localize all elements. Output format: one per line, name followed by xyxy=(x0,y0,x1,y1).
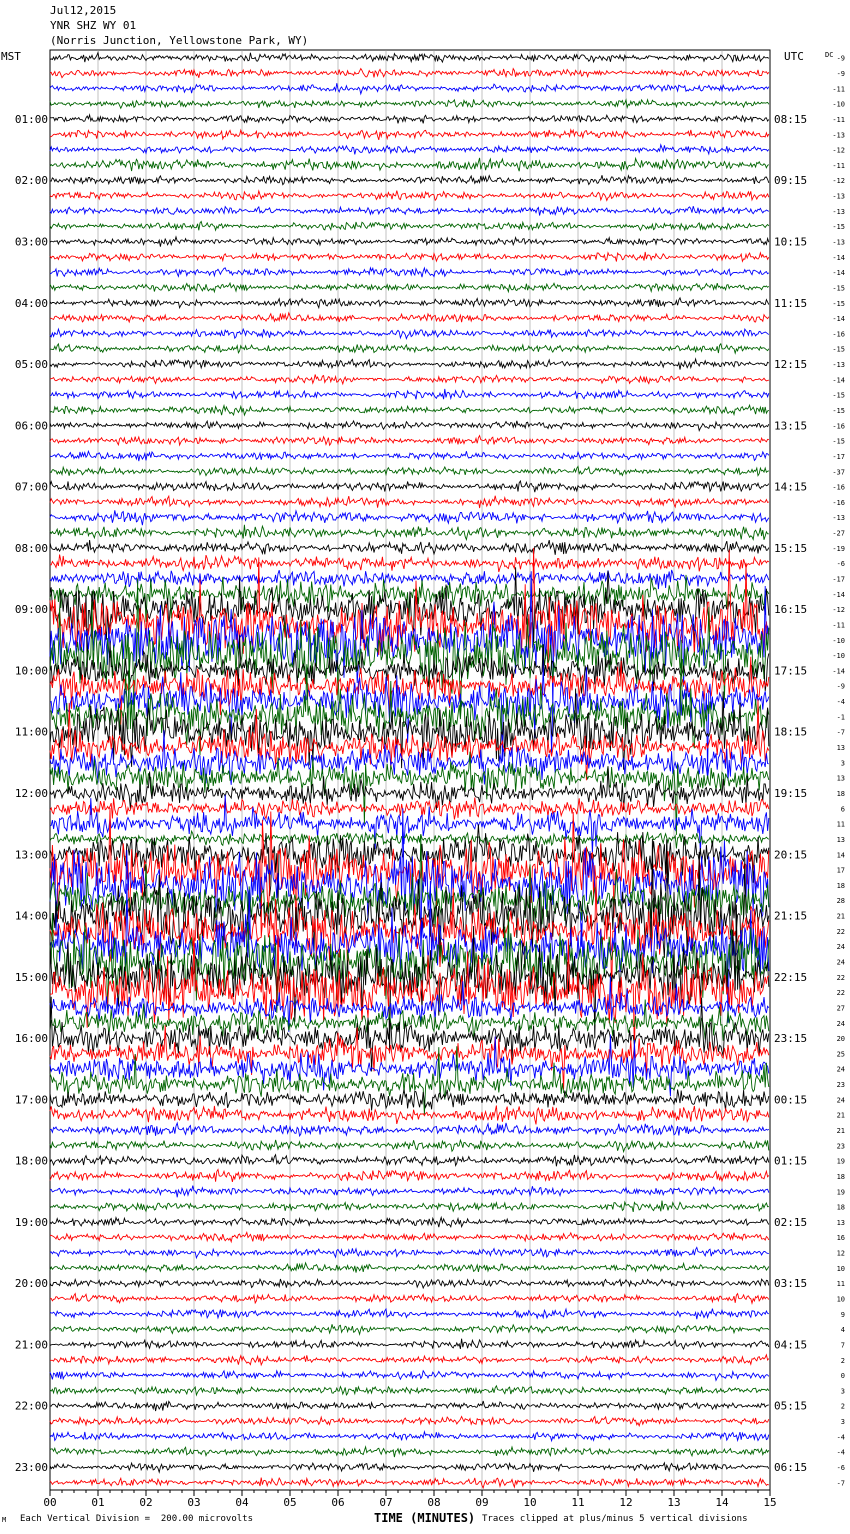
dc-offset-label: -10 xyxy=(832,652,845,661)
utc-hour-label: 04:15 xyxy=(774,1338,808,1352)
seismic-trace xyxy=(50,69,769,78)
x-tick-label: 13 xyxy=(667,1496,681,1509)
dc-offset-label: 13 xyxy=(836,744,845,752)
dc-offset-label: 13 xyxy=(836,1218,845,1227)
dc-offset-label: 11 xyxy=(836,1280,845,1289)
seismic-trace xyxy=(50,1000,769,1041)
dc-offset-label: -27 xyxy=(832,529,845,538)
mst-hour-label: 15:00 xyxy=(14,970,48,984)
dc-offset-label: -4 xyxy=(836,698,845,707)
mst-hour-label: 08:00 xyxy=(14,541,48,555)
utc-hour-label: 20:15 xyxy=(774,848,808,862)
dc-offset-label: -14 xyxy=(832,376,845,385)
seismic-trace xyxy=(50,283,769,292)
dc-offset-label: 4 xyxy=(840,1326,845,1335)
division-note: Each Vertical Division = 200.00 microvolts xyxy=(20,1514,253,1524)
dc-offset-label: -15 xyxy=(832,299,845,308)
dc-offset-label: -4 xyxy=(836,1433,845,1442)
utc-hour-label: 23:15 xyxy=(774,1032,808,1046)
dc-offset-label: 28 xyxy=(836,897,845,906)
dc-offset-label: -11 xyxy=(832,621,845,630)
dc-offset-label: -14 xyxy=(832,590,845,599)
mst-hour-label: 10:00 xyxy=(14,664,48,678)
seismic-trace xyxy=(50,1247,769,1257)
seismic-trace xyxy=(50,268,769,277)
seismic-trace xyxy=(50,1263,769,1273)
dc-offset-label: 3 xyxy=(840,1418,845,1427)
dc-offset-label: -7 xyxy=(836,728,845,737)
x-tick-label: 08 xyxy=(427,1496,441,1509)
seismic-trace xyxy=(50,191,769,201)
utc-hour-label: 02:15 xyxy=(774,1215,808,1229)
seismic-trace xyxy=(50,83,769,94)
x-tick-label: 07 xyxy=(379,1496,393,1509)
utc-hour-label: 14:15 xyxy=(774,480,808,494)
dc-offset-label: 7 xyxy=(840,1341,845,1350)
seismic-trace xyxy=(50,1123,769,1136)
dc-offset-label: -13 xyxy=(832,361,845,369)
dc-offset-label: -15 xyxy=(832,223,845,232)
dc-offset-label: -6 xyxy=(836,560,845,569)
seismic-trace xyxy=(50,1186,769,1198)
dc-offset-label: -17 xyxy=(832,575,845,584)
dc-offset-label: 12 xyxy=(836,1249,845,1258)
x-tick-label: 04 xyxy=(235,1496,249,1509)
dc-offset-label: 24 xyxy=(836,1019,845,1028)
mst-hour-label: 07:00 xyxy=(14,480,48,494)
x-tick-label: 06 xyxy=(331,1496,345,1509)
dc-offset-label: -6 xyxy=(836,1464,845,1472)
seismic-trace xyxy=(50,237,769,247)
seismic-trace xyxy=(50,436,769,446)
mst-hour-label: 05:00 xyxy=(14,358,48,371)
dc-offset-label: 23 xyxy=(836,1081,845,1089)
seismic-trace xyxy=(50,540,769,555)
x-tick-label: 02 xyxy=(139,1496,153,1509)
seismic-trace xyxy=(50,1386,769,1395)
clip-note: Traces clipped at plus/minus 5 vertical divisions xyxy=(482,1514,748,1524)
minute-grid xyxy=(98,50,722,1490)
utc-hour-label: 13:15 xyxy=(774,419,808,433)
dc-offset-label: -12 xyxy=(832,606,845,615)
seismic-trace xyxy=(50,929,769,1053)
dc-offset-label: 3 xyxy=(840,1387,845,1396)
dc-offset-label: -14 xyxy=(832,667,845,676)
utc-hour-label: 03:15 xyxy=(774,1277,808,1291)
dc-offset-label: -7 xyxy=(836,1479,845,1488)
utc-hour-label: 16:15 xyxy=(774,603,808,617)
dc-offset-label: -10 xyxy=(832,100,845,109)
seismic-trace xyxy=(50,389,769,399)
seismic-trace xyxy=(50,375,769,384)
dc-offset-label: 18 xyxy=(836,790,845,798)
dc-offset-label: 21 xyxy=(836,1127,845,1135)
seismic-trace xyxy=(50,1371,769,1381)
dc-offset-label: 2 xyxy=(840,1356,845,1365)
mst-hour-label: 20:00 xyxy=(14,1277,48,1291)
x-tick-label: 15 xyxy=(763,1496,777,1509)
axis-labels xyxy=(1,50,845,1509)
dc-offset-label: -11 xyxy=(832,115,845,124)
mst-hour-label: 14:00 xyxy=(14,909,48,923)
dc-offset-label: 18 xyxy=(836,1173,845,1181)
mst-hour-label: 04:00 xyxy=(14,296,48,310)
dc-offset-label: -17 xyxy=(832,453,845,461)
seismic-trace xyxy=(50,1463,769,1472)
header-date: Jul12,2015 xyxy=(50,4,117,17)
header-station: YNR SHZ WY 01 xyxy=(50,19,137,32)
dc-offset-label: -16 xyxy=(832,483,845,492)
dc-offset-label: 17 xyxy=(836,866,845,875)
dc-offset-label: -16 xyxy=(832,498,845,507)
utc-hour-label: 01:15 xyxy=(774,1154,808,1168)
mst-hour-label: 21:00 xyxy=(14,1338,48,1352)
dc-offset-label: -12 xyxy=(832,146,845,155)
seismic-trace xyxy=(50,206,769,215)
dc-offset-label: -4 xyxy=(836,1448,845,1457)
seismic-trace xyxy=(50,1324,769,1334)
seismic-trace xyxy=(50,1447,769,1457)
dc-offset-label: 13 xyxy=(836,835,845,844)
dc-offset-label: 10 xyxy=(836,1295,845,1304)
seismic-trace xyxy=(50,1339,769,1349)
seismic-trace xyxy=(50,1155,769,1167)
dc-offset-label: -15 xyxy=(832,407,845,415)
seismic-trace xyxy=(50,298,769,308)
dc-offset-label: 18 xyxy=(836,1203,845,1212)
dc-offset-label: 24 xyxy=(836,1096,845,1105)
x-tick-label: 09 xyxy=(475,1496,489,1509)
seismic-trace xyxy=(50,99,769,108)
seismic-trace xyxy=(50,130,769,140)
utc-hour-label: 22:15 xyxy=(774,970,808,984)
plot-frame xyxy=(50,50,770,1490)
x-tick-label: 14 xyxy=(715,1496,729,1509)
utc-hour-label: 10:15 xyxy=(774,235,808,249)
mst-hour-label: 22:00 xyxy=(14,1399,48,1413)
seismic-trace xyxy=(50,481,769,492)
x-tick-label: 11 xyxy=(571,1496,585,1509)
dc-offset-label: -9 xyxy=(836,70,845,78)
dc-offset-label: 19 xyxy=(836,1188,845,1197)
dc-offset-label: 23 xyxy=(836,1142,845,1151)
dc-offset-label: 27 xyxy=(836,1004,845,1013)
dc-offset-label: 21 xyxy=(836,1111,845,1120)
x-tick-label: 03 xyxy=(187,1496,201,1509)
seismic-trace xyxy=(50,1140,769,1152)
seismic-trace xyxy=(50,115,769,124)
utc-axis-label: UTC xyxy=(784,50,804,63)
dc-offset-label: 24 xyxy=(836,958,845,967)
utc-hour-label: 17:15 xyxy=(774,664,808,678)
seismic-trace xyxy=(50,798,769,820)
dc-offset-label: -13 xyxy=(832,192,845,201)
seismic-trace xyxy=(50,1478,769,1488)
mst-hour-label: 23:00 xyxy=(14,1461,48,1474)
seismic-trace xyxy=(50,1279,769,1288)
dc-offset-label: -9 xyxy=(836,682,845,691)
seismic-trace xyxy=(50,1232,769,1241)
utc-hour-label: 06:15 xyxy=(774,1461,808,1474)
seismic-trace xyxy=(50,313,769,322)
dc-offset-label: -14 xyxy=(832,315,845,324)
seismic-trace xyxy=(50,1106,769,1125)
utc-hour-label: 05:15 xyxy=(774,1399,808,1413)
x-tick-label: 05 xyxy=(283,1496,297,1509)
seismic-traces xyxy=(50,53,769,1488)
dc-offset-label: 2 xyxy=(840,1402,845,1411)
dc-offset-label: 3 xyxy=(840,759,845,768)
dc-offset-label: -12 xyxy=(832,177,845,186)
dc-offset-label: -14 xyxy=(832,253,845,262)
seismic-trace xyxy=(50,329,769,339)
seismic-trace xyxy=(50,1417,769,1426)
mst-hour-label: 12:00 xyxy=(14,787,48,800)
footer-mark: M xyxy=(2,1516,7,1524)
seismic-trace xyxy=(50,421,769,431)
dc-offset-label: -13 xyxy=(832,131,845,140)
utc-hour-label: 12:15 xyxy=(774,358,808,371)
utc-hour-label: 11:15 xyxy=(774,296,808,310)
dc-offset-label: -15 xyxy=(832,391,845,400)
seismic-trace xyxy=(50,1170,769,1182)
x-tick-label: 01 xyxy=(91,1496,105,1509)
dc-offset-label: 0 xyxy=(840,1372,845,1381)
utc-hour-label: 21:15 xyxy=(774,909,808,923)
dc-offset-label: -14 xyxy=(832,269,845,278)
dc-offset-label: 13 xyxy=(836,774,845,783)
dc-offset-label: -10 xyxy=(832,636,845,645)
dc-offset-label: -13 xyxy=(832,238,845,247)
mst-hour-label: 18:00 xyxy=(14,1154,48,1168)
dc-offset-label: 18 xyxy=(836,881,845,890)
dc-offset-label: 22 xyxy=(836,927,845,936)
x-tick-label: 10 xyxy=(523,1496,537,1509)
seismic-trace xyxy=(50,466,769,475)
dc-offset-label: 9 xyxy=(840,1310,845,1319)
seismic-trace xyxy=(50,53,769,63)
seismic-trace xyxy=(50,496,769,508)
seismic-trace xyxy=(50,1355,769,1365)
dc-offset-label: -15 xyxy=(832,284,845,293)
utc-hour-label: 15:15 xyxy=(774,541,808,555)
seismic-trace xyxy=(50,145,769,155)
header-location: (Norris Junction, Yellowstone Park, WY) xyxy=(50,34,309,47)
seismic-trace xyxy=(50,1432,769,1441)
dc-offset-label: 24 xyxy=(836,1065,845,1074)
mst-hour-label: 16:00 xyxy=(14,1032,48,1046)
seismic-trace xyxy=(50,1294,769,1304)
x-tick-label: 00 xyxy=(43,1496,57,1509)
mst-axis-label: MST xyxy=(1,50,21,63)
dc-offset-label: 22 xyxy=(836,989,845,998)
seismic-trace xyxy=(50,570,769,589)
x-tick-label: 12 xyxy=(619,1496,633,1509)
seismic-trace xyxy=(50,252,769,262)
seismic-trace xyxy=(50,222,769,231)
seismic-trace xyxy=(50,344,769,353)
mst-hour-label: 11:00 xyxy=(14,725,48,739)
dc-offset-label: 21 xyxy=(836,912,845,921)
dc-offset-label: 25 xyxy=(836,1050,845,1059)
mst-hour-label: 01:00 xyxy=(14,112,48,126)
mst-hour-label: 19:00 xyxy=(14,1215,48,1229)
dc-offset-label: -11 xyxy=(832,161,845,170)
seismic-trace xyxy=(50,451,769,461)
seismic-trace xyxy=(50,525,769,540)
seismic-trace xyxy=(50,405,769,415)
dc-offset-label: 6 xyxy=(840,805,845,814)
seismic-trace xyxy=(50,555,769,573)
utc-hour-label: 00:15 xyxy=(774,1093,808,1107)
mst-hour-label: 13:00 xyxy=(14,848,48,862)
dc-offset-label: 24 xyxy=(836,943,845,952)
utc-hour-label: 19:15 xyxy=(774,787,808,800)
dc-offset-label: -9 xyxy=(836,54,845,63)
dc-offset-label: -16 xyxy=(832,422,845,431)
dc-offset-label: -13 xyxy=(832,514,845,523)
mst-hour-label: 03:00 xyxy=(14,235,48,249)
dc-offset-label: -19 xyxy=(832,544,845,553)
seismic-trace xyxy=(50,1218,769,1228)
mst-hour-label: 17:00 xyxy=(14,1093,48,1107)
seismic-trace xyxy=(50,1089,769,1110)
mst-hour-label: 06:00 xyxy=(14,419,48,433)
dc-offset-label: 22 xyxy=(836,973,845,982)
seismic-trace xyxy=(50,359,769,370)
mst-hour-label: 02:00 xyxy=(14,174,48,188)
mst-hour-label: 09:00 xyxy=(14,603,48,617)
utc-hour-label: 09:15 xyxy=(774,174,808,188)
dc-offset-label: 11 xyxy=(836,820,845,829)
dc-offset-label: -16 xyxy=(832,330,845,339)
dc-offset-label: -15 xyxy=(832,345,845,354)
seismic-trace xyxy=(50,510,769,525)
seismic-trace xyxy=(50,1309,769,1320)
dc-label: DC xyxy=(825,51,834,59)
dc-offset-label: 20 xyxy=(836,1035,845,1044)
dc-offset-label: 16 xyxy=(836,1234,845,1243)
dc-offset-label: -13 xyxy=(832,207,845,216)
dc-offset-label: -37 xyxy=(832,468,845,477)
x-axis-title: TIME (MINUTES) xyxy=(374,1511,476,1525)
dc-offset-label: -1 xyxy=(836,713,845,722)
dc-offset-label: 19 xyxy=(836,1157,845,1166)
dc-offset-label: -15 xyxy=(832,437,845,446)
seismic-trace xyxy=(50,175,769,185)
seismic-trace xyxy=(50,158,769,171)
utc-hour-label: 08:15 xyxy=(774,112,808,126)
dc-offset-label: -11 xyxy=(832,85,845,94)
seismic-trace xyxy=(50,1401,769,1411)
seismic-trace xyxy=(50,1201,769,1212)
utc-hour-label: 18:15 xyxy=(774,725,808,739)
dc-offset-label: 14 xyxy=(836,851,845,860)
dc-offset-label: 10 xyxy=(836,1264,845,1273)
